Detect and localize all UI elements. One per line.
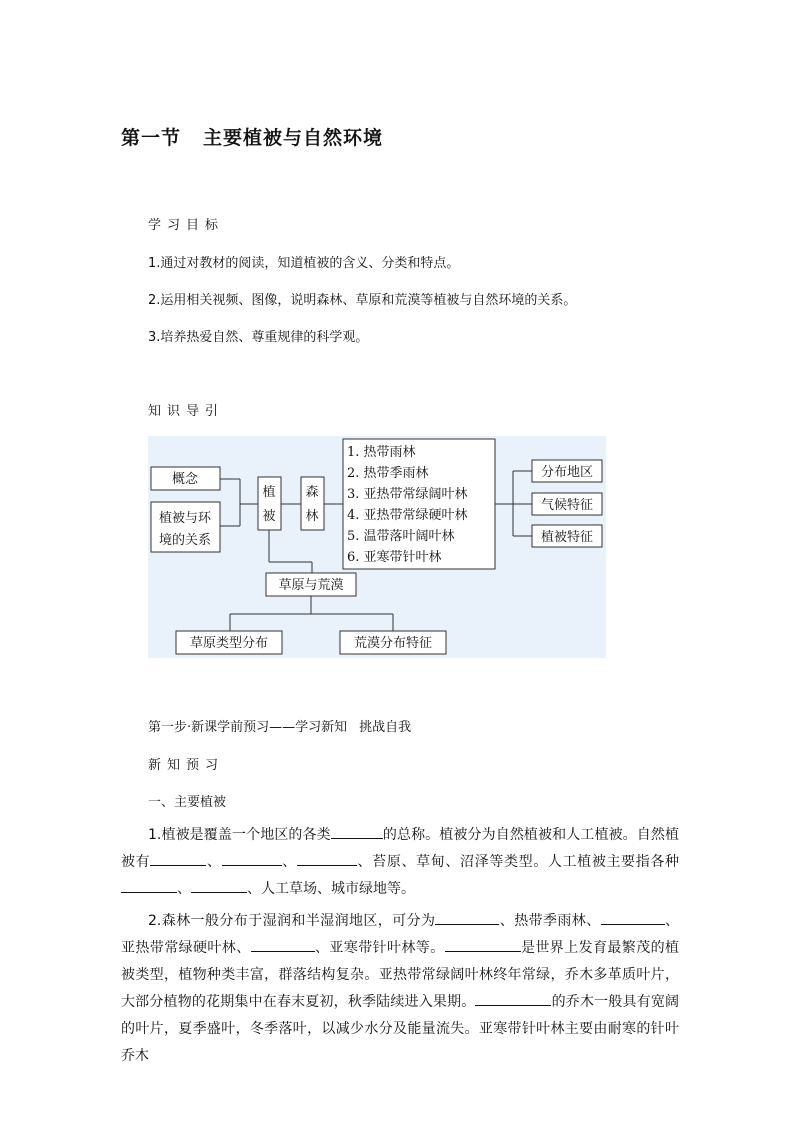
fill-blank[interactable] — [331, 824, 383, 839]
feature-vegetation: 植被特征 — [540, 530, 594, 545]
forest-char-2: 林 — [305, 509, 319, 524]
step-slogan: 挑战自我 — [359, 720, 412, 735]
fill-blank[interactable] — [191, 878, 247, 893]
fill-blank[interactable] — [222, 851, 282, 866]
fill-blank[interactable] — [150, 851, 206, 866]
relation-label-line1: 植被与环 — [158, 511, 212, 526]
paragraph-vegetation: 1.植被是覆盖一个地区的各类 的总称。植被分为自然植被和人工植被。自然植被有 、 、 、苔原、草甸、沼泽等类型。人工植被主要指各种、 、人工草场、城市绿地等。 — [121, 822, 679, 903]
relation-label-line2: 境的关系 — [158, 533, 212, 548]
grass-desert-label: 草原与荒漠 — [278, 578, 344, 593]
fill-blank[interactable] — [601, 910, 665, 925]
fill-blank[interactable] — [121, 878, 177, 893]
fill-blank[interactable] — [435, 910, 499, 925]
goal-item-1: 1.通过对教材的阅读，知道植被的含义、分类和特点。 — [148, 256, 460, 271]
goal-item-2: 2.运用相关视频、图像，说明森林、草原和荒漠等植被与自然环境的关系。 — [148, 293, 577, 308]
desert-features-label: 荒漠分布特征 — [353, 636, 433, 651]
paragraph-forest: 2.森林一般分布于湿润和半湿润地区，可分为 、热带季雨林、 、亚热带常绿硬叶林、 、亚寒带针叶林等。 是世界上发育最繁茂的植被类型，植物种类丰富，群落结构复杂。亚热带常绿阔叶林终年常绿，乔木多革质叶片，大部分植物的花期集中在春末夏初，秋季陆续进入果期。 的乔木一般具有宽阔的叶片，夏季盛叶，冬季落叶，以减少水分及能量流失。亚寒带针叶林主要由耐寒的针叶乔木 — [121, 908, 679, 1070]
forest-type-6: 6. 亚寒带针叶林 — [347, 550, 442, 565]
forest-type-3: 3. 亚热带常绿阔叶林 — [347, 487, 468, 502]
grass-types-label: 草原类型分布 — [189, 636, 269, 651]
section-title: 主要植被与自然环境 — [203, 127, 384, 149]
fill-blank[interactable] — [251, 937, 315, 952]
preview-heading: 新知预习 — [148, 758, 225, 773]
guide-heading: 知识导引 — [148, 404, 225, 419]
forest-type-4: 4. 亚热带常绿硬叶林 — [347, 508, 468, 523]
forest-char-1: 森 — [305, 485, 319, 500]
fill-blank[interactable] — [297, 851, 357, 866]
forest-type-5: 5. 温带落叶阔叶林 — [347, 529, 455, 544]
step-heading — [148, 716, 411, 735]
fill-blank[interactable] — [445, 937, 521, 952]
vegetation-char-1: 植 — [262, 485, 276, 500]
fill-blank[interactable] — [475, 991, 551, 1006]
section-number: 第一节 — [121, 127, 182, 149]
goal-item-3: 3.培养热爱自然、尊重规律的科学观。 — [148, 330, 369, 345]
feature-climate: 气候特征 — [540, 498, 594, 513]
concept-label: 概念 — [171, 472, 199, 487]
section-1-heading: 一、主要植被 — [148, 795, 227, 810]
step-label: 第一步·新课学前预习——学习新知 — [148, 720, 348, 735]
forest-type-2: 2. 热带季雨林 — [347, 466, 429, 481]
feature-distribution: 分布地区 — [540, 465, 594, 480]
vegetation-char-2: 被 — [262, 509, 276, 524]
knowledge-map-diagram — [148, 436, 606, 658]
forest-type-1: 1. 热带雨林 — [347, 445, 416, 460]
goals-heading: 学习目标 — [148, 218, 225, 233]
page-title — [121, 123, 383, 150]
